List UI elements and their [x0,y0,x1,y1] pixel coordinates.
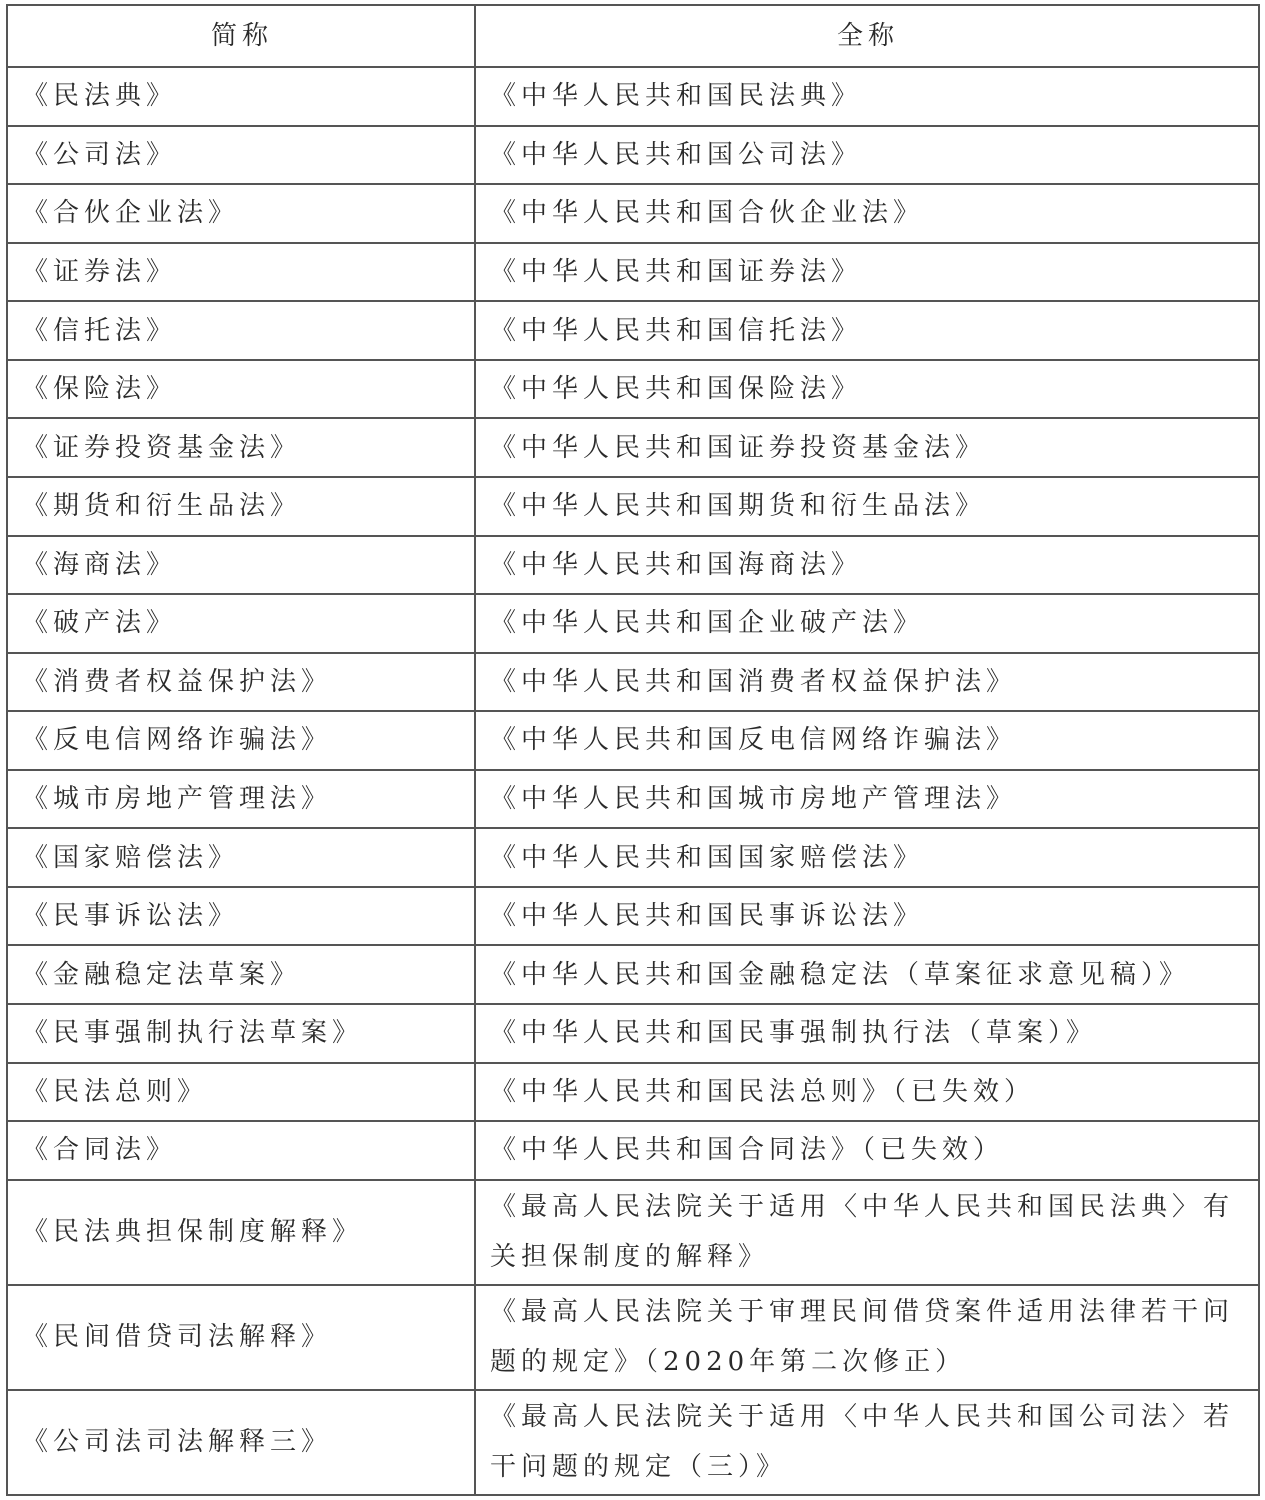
cell-abbreviation: 《合伙企业法》 [7,184,475,243]
table-row [7,945,1259,1004]
cell-full-name: 《中华人民共和国合伙企业法》 [475,184,1259,243]
table-row [7,1063,1259,1122]
cell-full-name: 《中华人民共和国信托法》 [475,301,1259,360]
table-row [7,711,1259,770]
cell-full-name: 《中华人民共和国反电信网络诈骗法》 [475,711,1259,770]
cell-abbreviation: 《公司法司法解释三》 [7,1390,475,1495]
cell-abbreviation: 《期货和衍生品法》 [7,477,475,536]
table-row [7,243,1259,302]
cell-abbreviation: 《国家赔偿法》 [7,828,475,887]
cell-abbreviation: 《反电信网络诈骗法》 [7,711,475,770]
cell-full-name: 《中华人民共和国公司法》 [475,126,1259,185]
cell-full-name: 《中华人民共和国保险法》 [475,360,1259,419]
cell-full-name: 《中华人民共和国城市房地产管理法》 [475,770,1259,829]
table-row [7,594,1259,653]
cell-full-name: 《中华人民共和国合同法》（已失效） [475,1121,1259,1180]
cell-full-name: 《中华人民共和国民法总则》（已失效） [475,1063,1259,1122]
cell-abbreviation: 《证券投资基金法》 [7,418,475,477]
table-row [7,360,1259,419]
cell-full-name: 《中华人民共和国金融稳定法（草案征求意见稿）》 [475,945,1259,1004]
cell-full-name: 《中华人民共和国海商法》 [475,536,1259,595]
cell-abbreviation: 《金融稳定法草案》 [7,945,475,1004]
cell-full-name: 《最高人民法院关于审理民间借贷案件适用法律若干问题的规定》（2020年第二次修正） [475,1285,1259,1390]
cell-full-name: 《中华人民共和国证券投资基金法》 [475,418,1259,477]
cell-abbreviation: 《民间借贷司法解释》 [7,1285,475,1390]
table-row [7,653,1259,712]
cell-abbreviation: 《民法典担保制度解释》 [7,1180,475,1285]
table-row [7,418,1259,477]
cell-abbreviation: 《民事诉讼法》 [7,887,475,946]
cell-abbreviation: 《消费者权益保护法》 [7,653,475,712]
table-row [7,184,1259,243]
cell-abbreviation: 《破产法》 [7,594,475,653]
table-row [7,477,1259,536]
abbreviation-table-wrapper [6,4,1258,1496]
table-row [7,126,1259,185]
table-row [7,828,1259,887]
table-row [7,67,1259,126]
table-row [7,770,1259,829]
cell-abbreviation: 《信托法》 [7,301,475,360]
table-row [7,301,1259,360]
cell-abbreviation: 《保险法》 [7,360,475,419]
cell-full-name: 《中华人民共和国民事强制执行法（草案）》 [475,1004,1259,1063]
cell-abbreviation: 《民事强制执行法草案》 [7,1004,475,1063]
cell-abbreviation: 《民法总则》 [7,1063,475,1122]
header-full-name: 全称 [475,5,1259,67]
table-row [7,887,1259,946]
cell-abbreviation: 《城市房地产管理法》 [7,770,475,829]
cell-full-name: 《中华人民共和国民事诉讼法》 [475,887,1259,946]
abbreviation-table [6,4,1260,1496]
cell-full-name: 《中华人民共和国民法典》 [475,67,1259,126]
table-row [7,1180,1259,1285]
cell-full-name: 《中华人民共和国企业破产法》 [475,594,1259,653]
cell-full-name: 《最高人民法院关于适用〈中华人民共和国公司法〉若干问题的规定（三）》 [475,1390,1259,1495]
table-row [7,1121,1259,1180]
cell-abbreviation: 《合同法》 [7,1121,475,1180]
table-row [7,536,1259,595]
cell-full-name: 《中华人民共和国消费者权益保护法》 [475,653,1259,712]
cell-abbreviation: 《民法典》 [7,67,475,126]
cell-abbreviation: 《海商法》 [7,536,475,595]
cell-full-name: 《最高人民法院关于适用〈中华人民共和国民法典〉有关担保制度的解释》 [475,1180,1259,1285]
cell-full-name: 《中华人民共和国证券法》 [475,243,1259,302]
table-row [7,1390,1259,1495]
table-header-row [7,5,1259,67]
table-row [7,1004,1259,1063]
cell-full-name: 《中华人民共和国国家赔偿法》 [475,828,1259,887]
header-abbreviation: 简称 [7,5,475,67]
table-row [7,1285,1259,1390]
cell-abbreviation: 《公司法》 [7,126,475,185]
cell-full-name: 《中华人民共和国期货和衍生品法》 [475,477,1259,536]
cell-abbreviation: 《证券法》 [7,243,475,302]
